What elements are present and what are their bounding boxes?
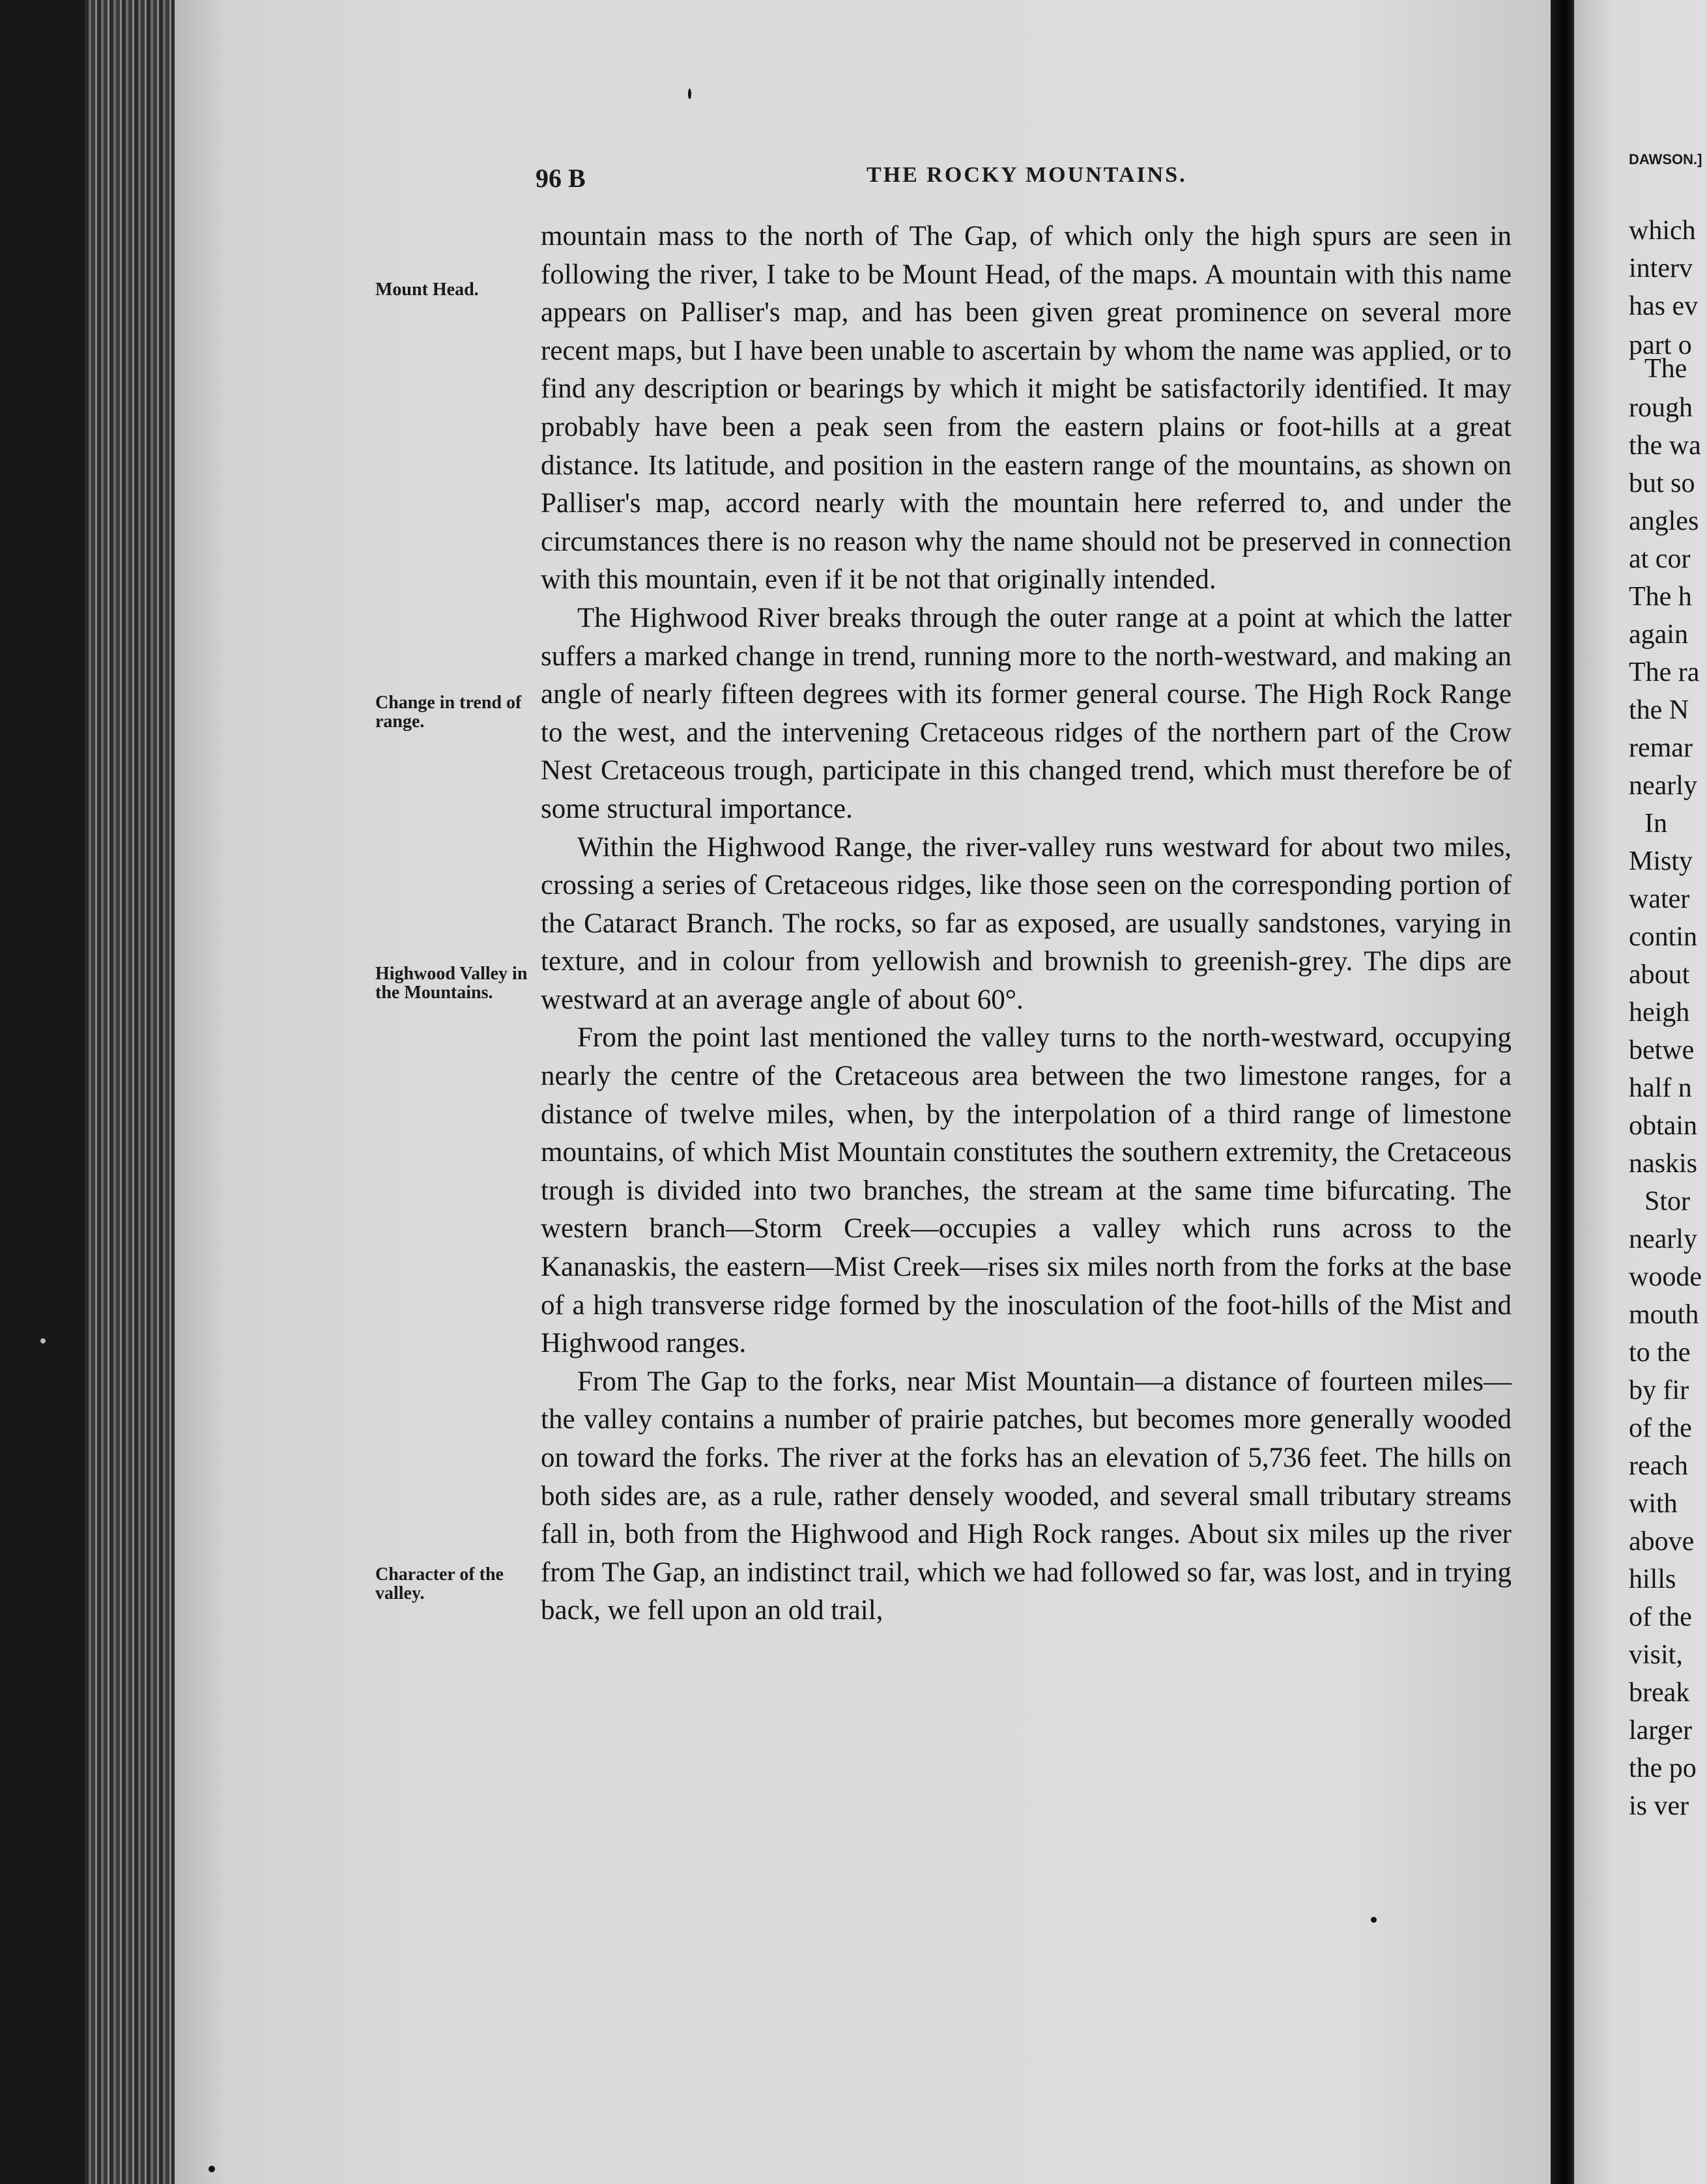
facing-page-line: above xyxy=(1629,1527,1695,1557)
paragraph: From the point last mentioned the valley turns to the north-westward, occupying nearly the centre of the Cretaceous area between the two limestone ranges, for a distance of twelve miles, when, by the interpolation of a third range of limestone mountains, of which Mist Mountain constitutes the southern extremity, the Cretaceous trough is divided into two branches, the stream at the same time bifurcating. The western branch—Storm Creek—occupies a valley which runs across to the Kananaskis, the eastern—Mist Creek—rises six miles north from the forks at the base of a high transverse ridge formed by the inosculation of the foot-hills of the Mist and Highwood ranges. xyxy=(541,1022,1512,1359)
facing-page-line: has ev xyxy=(1629,291,1699,321)
scan-speck xyxy=(40,1338,46,1343)
book-gutter xyxy=(1551,0,1574,2184)
facing-page-line: of the xyxy=(1629,1413,1692,1443)
facing-page-line: hills xyxy=(1629,1564,1676,1594)
facing-page-line: mouth xyxy=(1629,1300,1699,1330)
facing-page-line: visit, xyxy=(1629,1640,1683,1670)
facing-page-line: to the xyxy=(1629,1338,1691,1368)
facing-page-line: of the xyxy=(1629,1602,1692,1632)
facing-page-line: heigh xyxy=(1629,998,1690,1027)
facing-page-line: by fir xyxy=(1629,1375,1689,1405)
book-binding-edge xyxy=(85,0,176,2184)
facing-page-line: with xyxy=(1629,1489,1678,1519)
facing-page-line: the po xyxy=(1629,1753,1697,1783)
facing-page-line: reach xyxy=(1629,1451,1688,1481)
facing-page-line: The xyxy=(1644,354,1687,384)
facing-page-line: woode xyxy=(1629,1262,1702,1292)
page-number: 96 B xyxy=(536,164,586,193)
facing-page-line: water xyxy=(1629,884,1690,914)
facing-page-line: but so xyxy=(1629,468,1695,498)
running-title: THE ROCKY MOUNTAINS. xyxy=(867,163,1187,187)
facing-page-line: at cor xyxy=(1629,544,1691,574)
facing-page-line: interv xyxy=(1629,253,1693,283)
scan-speck xyxy=(688,89,691,99)
facing-page-line: the wa xyxy=(1629,431,1701,461)
facing-page-line: The h xyxy=(1629,582,1692,612)
margin-note-character-of-valley: Character of the valley. xyxy=(375,1564,504,1603)
facing-page-line: is ver xyxy=(1629,1791,1689,1821)
facing-page-line: The ra xyxy=(1629,657,1700,687)
body-text xyxy=(541,218,1512,1630)
scan-speck xyxy=(1371,1917,1377,1923)
margin-note-highwood-valley: Highwood Valley in the Mountains. xyxy=(375,964,528,1003)
facing-page-line: obtain xyxy=(1629,1111,1697,1141)
margin-note-mount-head: Mount Head. xyxy=(375,280,479,300)
facing-page-line: betwe xyxy=(1629,1035,1695,1065)
facing-page-line: contin xyxy=(1629,922,1697,952)
facing-page-line: Stor xyxy=(1644,1186,1691,1216)
facing-page-line: half n xyxy=(1629,1073,1692,1103)
paragraph: From The Gap to the forks, near Mist Mountain—a distance of fourteen miles—the valley contains a number of prairie patches, but becomes more generally wooded on toward the forks. The river at the forks has an elevation of 5,736 feet. The hills on both sides are, as a rule, rather densely wooded, and several small tributary streams fall in, both from the Highwood and High Rock ranges. About six miles up the river from The Gap, an indistinct trail, which we had followed so far, was lost, and in trying back, we fell upon an old trail, xyxy=(541,1366,1512,1626)
facing-page-line: angles xyxy=(1629,506,1699,536)
paragraph: mountain mass to the north of The Gap, of which only the high spurs are seen in following the river, I take to be Mount Head, of the maps. A mountain with this name appears on Palliser's map, and has been given great prominence on several more recent maps, but I have been unable to ascertain by whom the name was applied, or to find any description or bearings by which it might be satisfactorily identified. It may probably have been a peak seen from the eastern plains or foot-hills at a great distance. Its latitude, and position in the eastern range of the mountains, as shown on Palliser's map, accord nearly with the mountain here referred to, and under the circumstances there is no reason why the name should not be preserved in connection with this mountain, even if it be not that originally intended. xyxy=(541,221,1512,596)
margin-note-change-in-trend: Change in trend of range. xyxy=(375,693,522,732)
facing-page-line: naskis xyxy=(1629,1149,1697,1179)
facing-page-line: nearly xyxy=(1629,1224,1697,1254)
paragraph: The Highwood River breaks through the outer range at a point at which the latter suffers a marked change in trend, running more to the north-westward, and making an angle of nearly fifteen degrees with its former general course. The High Rock Range to the west, and the intervening Cretaceous ridges of the northern part of the Crow Nest Cretaceous trough, participate in this changed trend, which must therefore be of some structural importance. xyxy=(541,602,1512,824)
facing-page-line: remar xyxy=(1629,733,1693,763)
paragraph: Within the Highwood Range, the river-valley runs westward for about two miles, crossing a series of Cretaceous ridges, like those seen on the corresponding portion of the Cataract Branch. The rocks, so far as exposed, are usually sandstones, varying in texture, and in colour from yellowish and brownish to greenish-grey. The dips are westward at an average angle of about 60°. xyxy=(541,831,1512,1015)
scan-speck xyxy=(208,2166,215,2172)
facing-page-running-head: DAWSON.] xyxy=(1629,151,1702,167)
facing-page-line: larger xyxy=(1629,1716,1693,1746)
facing-page-line: nearly xyxy=(1629,771,1697,801)
facing-page-line: break xyxy=(1629,1678,1690,1708)
facing-page-line: part o xyxy=(1629,330,1692,360)
facing-page-line: Misty xyxy=(1629,846,1693,876)
facing-page-line: about xyxy=(1629,960,1690,990)
facing-page-line: again xyxy=(1629,620,1688,650)
facing-page-line: the N xyxy=(1629,695,1689,725)
facing-page-line: which xyxy=(1629,216,1696,246)
facing-page-line: In xyxy=(1644,809,1667,839)
facing-page-line: rough xyxy=(1629,393,1693,423)
